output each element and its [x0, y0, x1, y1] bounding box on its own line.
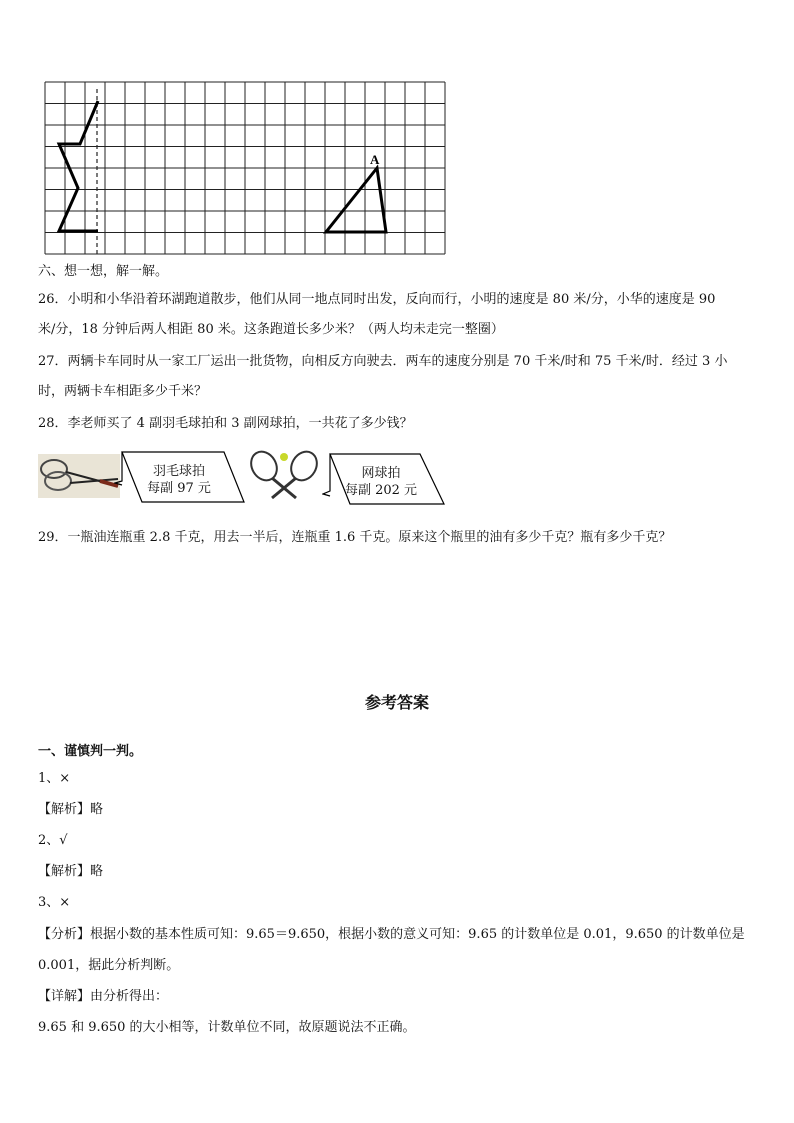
tennis-name: 网球拍	[361, 466, 401, 481]
question-29: 29．一瓶油连瓶重 2.8 千克，用去一半后，连瓶重 1.6 千克。原来这个瓶里的油有多少千克？瓶有多少千克？	[38, 530, 672, 545]
answers-title: 参考答案	[364, 693, 429, 712]
badminton-price: 每副 97 元	[147, 481, 211, 496]
answers-section-heading: 一、谨慎判一判。	[38, 744, 143, 759]
triangle-shape	[326, 168, 386, 232]
answer-3-detail: 【详解】由分析得出：	[38, 989, 169, 1004]
section-heading: 六、想一想，解一解。	[38, 264, 169, 279]
answer-1-note: 【解析】略	[38, 802, 104, 817]
question-27-line2: 时，两辆卡车相距多少千米？	[38, 384, 208, 399]
point-a-label: A	[370, 152, 380, 167]
question-27-line1: 27．两辆卡车同时从一家工厂运出一批货物，向相反方向驶去．两车的速度分别是 70 千米/时和 75 千米/时．经过 3 小	[38, 354, 728, 369]
answer-3-conclusion: 9.65 和 9.650 的大小相等，计数单位不同，故原题说法不正确。	[38, 1020, 416, 1035]
tennis-price: 每副 202 元	[344, 483, 418, 498]
question-26-line1: 26．小明和小华沿着环湖跑道散步，他们从同一地点同时出发，反向而行，小明的速度是 80 米/分，小华的速度是 90	[38, 292, 716, 307]
answer-2-note: 【解析】略	[38, 864, 104, 879]
tennis-racket-image	[244, 450, 326, 502]
badminton-racket-image	[38, 454, 120, 498]
badminton-name: 羽毛球拍	[152, 464, 205, 479]
answer-3: 3、×	[38, 895, 71, 910]
question-26-line2: 米/分，18 分钟后两人相距 80 米。这条跑道长多少米？（两人均未走完一整圈）	[38, 322, 504, 337]
answer-1: 1、×	[38, 771, 71, 786]
answer-3-analysis-line2: 0.001，据此分析判断。	[38, 958, 180, 973]
question-28: 28．李老师买了 4 副羽毛球拍和 3 副网球拍，一共花了多少钱？	[38, 416, 413, 431]
answer-3-analysis-line1: 【分析】根据小数的基本性质可知：9.65＝9.650，根据小数的意义可知：9.65 的计数单位是 0.01，9.650 的计数单位是	[38, 927, 745, 942]
answer-2: 2、√	[38, 833, 68, 848]
grid-figure	[44, 81, 446, 255]
